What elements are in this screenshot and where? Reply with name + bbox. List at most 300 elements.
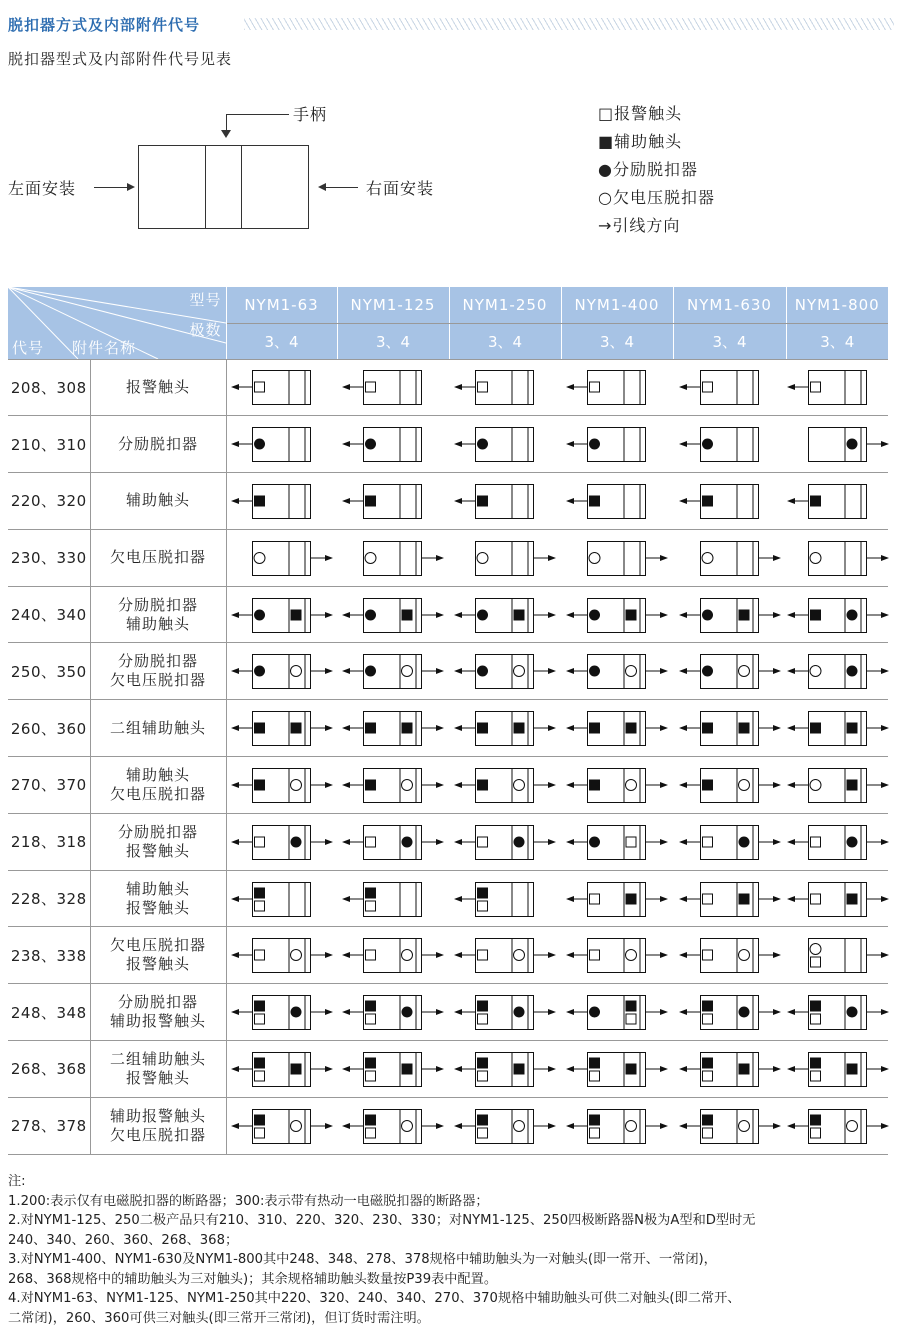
auxiliary-contact-icon <box>589 1114 600 1125</box>
lead-arrow-left <box>342 952 363 958</box>
alarm-contact-icon <box>478 1014 488 1024</box>
accessory-diagram <box>341 1108 445 1144</box>
lead-arrow-right <box>645 668 668 674</box>
accessory-diagram <box>341 597 445 633</box>
alarm-contact-icon <box>478 1128 488 1138</box>
lead-arrow-left <box>231 725 252 731</box>
accessory-diagram <box>230 540 334 576</box>
lead-arrow-left <box>787 1066 808 1072</box>
alarm-contact-icon <box>590 950 600 960</box>
accessory-diagram <box>341 540 445 576</box>
accessory-diagram-cell <box>786 984 888 1041</box>
accessory-diagram <box>341 483 445 519</box>
breaker-divider <box>241 145 242 229</box>
accessory-diagram <box>230 426 334 462</box>
undervoltage-release-icon <box>738 1120 749 1131</box>
auxiliary-contact-icon <box>365 1057 376 1068</box>
alarm-contact-icon <box>478 382 488 392</box>
shunt-release-icon <box>514 1007 525 1018</box>
lead-arrow-left <box>342 1009 363 1015</box>
lead-arrow-left <box>342 384 363 390</box>
alarm-contact-icon <box>702 382 712 392</box>
shunt-release-icon <box>477 666 488 677</box>
lead-arrow-left <box>231 441 252 447</box>
accessory-diagram-cell <box>337 473 449 530</box>
lead-arrow-right <box>645 1009 668 1015</box>
accessory-diagram-cell <box>337 1097 449 1154</box>
accessory-diagram <box>565 710 669 746</box>
lead-arrow-left <box>566 384 587 390</box>
shunt-release-icon <box>254 609 265 620</box>
handle-label: 手柄 <box>293 105 328 124</box>
accessory-diagram-cell <box>337 813 449 870</box>
lead-arrow-left <box>342 612 363 618</box>
accessory-name-line: 分励脱扣器 <box>117 993 198 1012</box>
accessory-diagram <box>230 824 334 860</box>
table-row <box>8 473 888 530</box>
lead-arrow-left <box>454 896 475 902</box>
accessory-diagram-cell <box>673 927 786 984</box>
accessory-diagram-cell <box>561 984 673 1041</box>
shunt-release-icon <box>589 609 600 620</box>
accessory-diagram-cell <box>226 529 337 586</box>
auxiliary-contact-icon <box>254 495 265 506</box>
undervoltage-release-icon <box>290 666 301 677</box>
accessory-name-line: 欠电压脱扣器 <box>109 548 206 567</box>
accessory-diagram <box>786 937 890 973</box>
auxiliary-contact-icon <box>402 1063 413 1074</box>
lead-arrow-left <box>231 839 252 845</box>
table-row <box>8 984 888 1041</box>
undervoltage-release-icon <box>290 950 301 961</box>
lead-arrow-right <box>533 668 556 674</box>
lead-arrow-left <box>342 498 363 504</box>
accessory-diagram-cell <box>337 700 449 757</box>
auxiliary-contact-icon <box>477 887 488 898</box>
accessory-diagram-cell <box>561 870 673 927</box>
accessory-code: 218、318 <box>8 813 90 870</box>
shunt-release-icon <box>290 836 301 847</box>
accessory-diagram-cell <box>561 586 673 643</box>
accessory-diagram-cell <box>337 529 449 586</box>
accessory-diagram-cell <box>673 359 786 416</box>
left-arrow-head <box>127 183 135 191</box>
poles-header: 3、4 <box>786 323 888 359</box>
undervoltage-release-icon <box>810 779 821 790</box>
accessory-diagram <box>453 483 557 519</box>
auxiliary-contact-icon <box>810 1114 821 1125</box>
right-arrow-line <box>326 187 358 188</box>
accessory-diagram <box>341 653 445 689</box>
accessory-diagram-cell <box>786 473 888 530</box>
auxiliary-contact-icon <box>477 779 488 790</box>
accessory-diagram <box>453 824 557 860</box>
lead-arrow-right <box>421 782 444 788</box>
accessory-diagram <box>341 881 445 917</box>
alarm-contact-icon <box>254 382 264 392</box>
lead-arrow-right <box>645 612 668 618</box>
alarm-contact-icon <box>254 1071 264 1081</box>
accessory-diagram-cell <box>449 927 561 984</box>
undervoltage-release-icon <box>402 779 413 790</box>
accessory-diagram-cell <box>449 1097 561 1154</box>
alarm-contact-icon <box>811 894 821 904</box>
accessory-diagram <box>565 1108 669 1144</box>
lead-arrow-left <box>231 668 252 674</box>
accessory-diagram <box>453 881 557 917</box>
alarm-contact-icon <box>702 1128 712 1138</box>
lead-arrow-left <box>679 839 700 845</box>
accessory-diagram <box>453 767 557 803</box>
shunt-release-icon <box>477 609 488 620</box>
model-header: NYM1-800 <box>786 287 888 323</box>
lead-arrow-left <box>566 1066 587 1072</box>
lead-arrow-left <box>342 1123 363 1129</box>
accessory-diagram <box>230 1108 334 1144</box>
table-header-corner <box>8 287 226 359</box>
accessory-name-line: 辅助触头 <box>125 765 190 784</box>
table-row <box>8 927 888 984</box>
lead-arrow-right <box>866 555 889 561</box>
alarm-contact-icon <box>811 837 821 847</box>
accessory-diagram <box>565 994 669 1030</box>
accessory-diagram-cell <box>786 700 888 757</box>
note-line: 4.对NYM1-63、NYM1-125、NYM1-250其中220、320、240、340、270、370规格中辅助触头可供二对触头(即二常开、 <box>8 1291 741 1306</box>
accessory-code: 250、350 <box>8 643 90 700</box>
accessory-code-table <box>8 287 888 1155</box>
shunt-release-icon <box>702 609 713 620</box>
accessory-code: 210、310 <box>8 416 90 473</box>
accessory-diagram-cell <box>449 984 561 1041</box>
accessory-diagram-cell <box>673 870 786 927</box>
alarm-contact-icon <box>811 1071 821 1081</box>
lead-arrow-right <box>421 612 444 618</box>
accessory-diagram-cell <box>226 416 337 473</box>
breaker-outline <box>138 145 309 229</box>
shunt-release-icon <box>589 1007 600 1018</box>
right-arrow-head <box>318 183 326 191</box>
lead-arrow-right <box>310 612 333 618</box>
table-row <box>8 700 888 757</box>
undervoltage-release-icon <box>738 779 749 790</box>
auxiliary-contact-icon <box>290 723 301 734</box>
table-row <box>8 757 888 814</box>
lead-arrow-right <box>645 896 668 902</box>
auxiliary-contact-icon <box>847 723 858 734</box>
accessory-diagram <box>786 653 890 689</box>
undervoltage-release-icon <box>810 666 821 677</box>
lead-arrow-right <box>758 782 781 788</box>
undervoltage-release-icon <box>514 1120 525 1131</box>
lead-arrow-left <box>231 1123 252 1129</box>
accessory-diagram-cell <box>337 359 449 416</box>
accessory-diagram <box>678 369 782 405</box>
accessory-name-line: 欠电压脱扣器 <box>109 784 206 803</box>
accessory-diagram-cell <box>337 984 449 1041</box>
accessory-name <box>90 870 226 927</box>
accessory-name <box>90 586 226 643</box>
note-line: 二常闭)，260、360可供三对触头(即三常开三常闭)，但订货时需注明。 <box>8 1310 430 1326</box>
lead-arrow-left <box>566 498 587 504</box>
auxiliary-contact-icon <box>365 723 376 734</box>
table-row <box>8 1041 888 1098</box>
legend-undervoltage: ○欠电压脱扣器 <box>598 188 715 207</box>
accessory-diagram-cell <box>561 757 673 814</box>
alarm-contact-icon <box>811 957 821 967</box>
header-model-label: 型号 <box>189 291 222 309</box>
breaker-outline <box>809 428 867 462</box>
lead-arrow-left <box>787 612 808 618</box>
lead-arrow-left <box>679 782 700 788</box>
lead-arrow-left <box>342 1066 363 1072</box>
left-mount-label: 左面安装 <box>8 179 77 198</box>
lead-arrow-left <box>566 668 587 674</box>
accessory-diagram <box>786 1108 890 1144</box>
alarm-contact-icon <box>702 1071 712 1081</box>
lead-arrow-left <box>787 896 808 902</box>
lead-arrow-left <box>679 896 700 902</box>
accessory-name <box>90 700 226 757</box>
accessory-name-line: 二组辅助触头 <box>109 1049 206 1068</box>
lead-arrow-left <box>679 1123 700 1129</box>
lead-arrow-left <box>342 782 363 788</box>
accessory-diagram-cell <box>786 643 888 700</box>
undervoltage-release-icon <box>626 950 637 961</box>
accessory-name-line: 报警触头 <box>125 1068 190 1087</box>
accessory-diagram-cell <box>337 586 449 643</box>
lead-arrow-right <box>533 952 556 958</box>
auxiliary-contact-icon <box>365 1001 376 1012</box>
lead-arrow-right <box>758 839 781 845</box>
accessory-diagram-cell <box>337 643 449 700</box>
auxiliary-contact-icon <box>365 779 376 790</box>
lead-arrow-left <box>231 952 252 958</box>
auxiliary-contact-icon <box>626 723 637 734</box>
legend-lead-direction: →引线方向 <box>598 216 681 235</box>
accessory-code: 240、340 <box>8 586 90 643</box>
lead-arrow-right <box>758 725 781 731</box>
shunt-release-icon <box>847 609 858 620</box>
accessory-code: 230、330 <box>8 529 90 586</box>
table-row <box>8 643 888 700</box>
auxiliary-contact-icon <box>589 1057 600 1068</box>
undervoltage-release-icon <box>514 779 525 790</box>
accessory-name-line: 报警触头 <box>125 841 190 860</box>
auxiliary-contact-icon <box>702 779 713 790</box>
accessory-name <box>90 1041 226 1098</box>
lead-arrow-right <box>533 839 556 845</box>
accessory-diagram <box>230 653 334 689</box>
auxiliary-contact-icon <box>738 1063 749 1074</box>
accessory-name <box>90 643 226 700</box>
accessory-diagram-cell <box>561 529 673 586</box>
alarm-contact-icon <box>590 1128 600 1138</box>
auxiliary-contact-icon <box>626 609 637 620</box>
lead-arrow-right <box>645 555 668 561</box>
accessory-diagram-cell <box>226 870 337 927</box>
auxiliary-contact-icon <box>810 1001 821 1012</box>
accessory-diagram <box>453 994 557 1030</box>
lead-arrow-right <box>758 668 781 674</box>
accessory-diagram <box>453 369 557 405</box>
accessory-diagram <box>453 540 557 576</box>
lead-arrow-left <box>454 725 475 731</box>
lead-arrow-right <box>866 1009 889 1015</box>
accessory-diagram-cell <box>561 813 673 870</box>
accessory-name-line: 分励脱扣器 <box>117 434 198 453</box>
lead-arrow-right <box>866 782 889 788</box>
accessory-diagram-cell <box>449 473 561 530</box>
poles-header: 3、4 <box>561 323 673 359</box>
lead-arrow-left <box>679 725 700 731</box>
lead-arrow-left <box>566 725 587 731</box>
lead-arrow-right <box>533 555 556 561</box>
auxiliary-contact-icon <box>254 887 265 898</box>
right-mount-label: 右面安装 <box>366 179 435 198</box>
shunt-release-icon <box>365 666 376 677</box>
poles-header: 3、4 <box>449 323 561 359</box>
accessory-diagram <box>341 824 445 860</box>
accessory-diagram <box>786 540 890 576</box>
accessory-diagram-cell <box>673 757 786 814</box>
auxiliary-contact-icon <box>702 495 713 506</box>
auxiliary-contact-icon <box>365 1114 376 1125</box>
lead-arrow-right <box>310 1009 333 1015</box>
lead-arrow-left <box>566 782 587 788</box>
lead-arrow-right <box>758 1009 781 1015</box>
lead-arrow-left <box>787 668 808 674</box>
accessory-diagram <box>565 540 669 576</box>
note-line: 3.对NYM1-400、NYM1-630及NYM1-800其中248、348、278、378规格中辅助触头为一对触头(即一常开、一常闭)， <box>8 1252 717 1267</box>
legend-alarm: □报警触头 <box>598 104 683 123</box>
alarm-contact-icon <box>811 382 821 392</box>
note-line: 240、340、260、360、268、368； <box>8 1232 239 1248</box>
undervoltage-release-icon <box>514 950 525 961</box>
lead-arrow-right <box>645 952 668 958</box>
lead-arrow-left <box>679 612 700 618</box>
shunt-release-icon <box>589 439 600 450</box>
alarm-contact-icon <box>366 901 376 911</box>
accessory-diagram <box>230 369 334 405</box>
alarm-contact-icon <box>811 1128 821 1138</box>
accessory-code: 278、378 <box>8 1097 90 1154</box>
auxiliary-contact-icon <box>589 495 600 506</box>
accessory-name <box>90 813 226 870</box>
accessory-diagram-cell <box>786 757 888 814</box>
shunt-release-icon <box>365 609 376 620</box>
accessory-diagram <box>678 994 782 1030</box>
accessory-diagram <box>565 937 669 973</box>
alarm-contact-icon <box>366 1128 376 1138</box>
shunt-release-icon <box>514 836 525 847</box>
model-header: NYM1-400 <box>561 287 673 323</box>
accessory-diagram <box>786 369 890 405</box>
lead-arrow-right <box>421 952 444 958</box>
lead-arrow-right <box>645 782 668 788</box>
model-header: NYM1-125 <box>337 287 449 323</box>
accessory-diagram <box>565 597 669 633</box>
accessory-name-line: 报警触头 <box>125 955 190 974</box>
accessory-diagram <box>453 653 557 689</box>
lead-arrow-left <box>454 1009 475 1015</box>
accessory-name-line: 欠电压脱扣器 <box>109 671 206 690</box>
auxiliary-contact-icon <box>365 887 376 898</box>
auxiliary-contact-icon <box>626 893 637 904</box>
alarm-contact-icon <box>254 837 264 847</box>
auxiliary-contact-icon <box>477 1057 488 1068</box>
lead-arrow-left <box>679 384 700 390</box>
accessory-name-line: 报警触头 <box>125 377 190 396</box>
accessory-diagram-cell <box>673 984 786 1041</box>
alarm-contact-icon <box>590 382 600 392</box>
lead-arrow-left <box>566 1123 587 1129</box>
accessory-diagram <box>341 426 445 462</box>
accessory-code: 238、338 <box>8 927 90 984</box>
accessory-diagram <box>678 767 782 803</box>
lead-arrow-left <box>454 441 475 447</box>
lead-arrow-right <box>645 1123 668 1129</box>
lead-arrow-right <box>866 839 889 845</box>
lead-arrow-left <box>454 1123 475 1129</box>
auxiliary-contact-icon <box>477 1114 488 1125</box>
lead-arrow-right <box>421 839 444 845</box>
accessory-diagram <box>230 767 334 803</box>
accessory-name-line: 二组辅助触头 <box>109 718 206 737</box>
accessory-diagram-cell <box>226 757 337 814</box>
handle-arrow-head <box>221 130 231 138</box>
undervoltage-release-icon <box>402 666 413 677</box>
accessory-diagram-cell <box>786 416 888 473</box>
accessory-diagram-cell <box>786 927 888 984</box>
auxiliary-contact-icon <box>254 1114 265 1125</box>
accessory-diagram <box>230 937 334 973</box>
accessory-name <box>90 416 226 473</box>
lead-arrow-right <box>310 952 333 958</box>
lead-arrow-right <box>533 1123 556 1129</box>
lead-arrow-right <box>758 896 781 902</box>
accessory-diagram <box>786 710 890 746</box>
accessory-diagram <box>678 710 782 746</box>
alarm-contact-icon <box>626 837 636 847</box>
lead-arrow-left <box>787 839 808 845</box>
accessory-diagram-cell <box>449 359 561 416</box>
legend-shunt: ●分励脱扣器 <box>598 160 698 179</box>
accessory-diagram <box>786 483 890 519</box>
table-row <box>8 870 888 927</box>
auxiliary-contact-icon <box>254 779 265 790</box>
lead-arrow-right <box>866 612 889 618</box>
poles-header: 3、4 <box>226 323 337 359</box>
legend-auxiliary: ■辅助触头 <box>598 132 683 151</box>
accessory-name <box>90 984 226 1041</box>
accessory-name-line: 欠电压脱扣器 <box>109 936 206 955</box>
accessory-code: 228、328 <box>8 870 90 927</box>
shunt-release-icon <box>254 666 265 677</box>
auxiliary-contact-icon <box>254 723 265 734</box>
alarm-contact-icon <box>590 1071 600 1081</box>
lead-arrow-right <box>758 952 781 958</box>
shunt-release-icon <box>738 836 749 847</box>
notes <box>8 1172 894 1328</box>
accessory-diagram <box>565 767 669 803</box>
alarm-contact-icon <box>478 950 488 960</box>
lead-arrow-right <box>758 555 781 561</box>
accessory-diagram <box>678 483 782 519</box>
accessory-diagram <box>786 824 890 860</box>
poles-header: 3、4 <box>673 323 786 359</box>
auxiliary-contact-icon <box>810 609 821 620</box>
lead-arrow-left <box>454 1066 475 1072</box>
